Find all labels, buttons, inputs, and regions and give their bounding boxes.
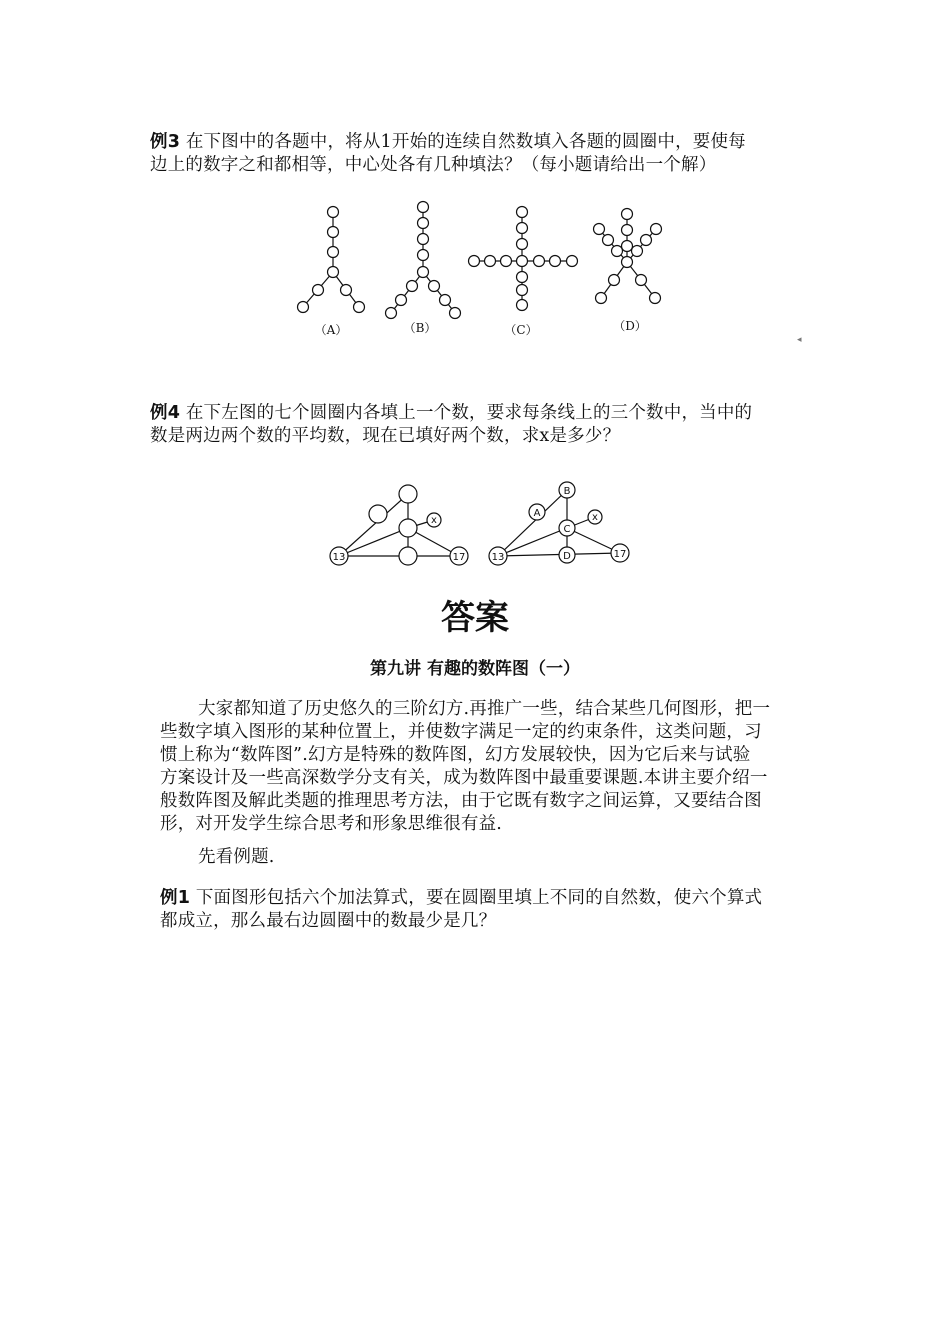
node-b: B: [563, 486, 571, 497]
example4-right-figure: [489, 482, 629, 565]
lecture-title: 第九讲 有趣的数阵图（一）: [370, 659, 580, 679]
intro-line: 形，对开发学生综合思考和形象思维很有益.: [160, 814, 503, 834]
intro-line: 惯上称为“数阵图”.幻方是特殊的数阵图，幻方发展较快，因为它后来与试验: [160, 745, 751, 765]
intro-paragraph: [160, 698, 770, 836]
example1-text: [160, 887, 762, 933]
example4-left-figure: [330, 485, 468, 565]
intro-line: 大家都知道了历史悠久的三阶幻方.再推广一些，结合某些几何图形，把一: [198, 699, 771, 719]
right-number-17: 17: [452, 552, 466, 563]
figure-d-label: （D）: [613, 319, 647, 333]
intro-line: 些数字填入图形的某种位置上，并使数字满足一定的约束条件，这类问题，习: [160, 722, 762, 742]
right-fig-number-17: 17: [613, 549, 627, 560]
unknown-x: x: [431, 515, 437, 526]
intro-line: 方案设计及一些高深数学分支有关，成为数阵图中最重要课题.本讲主要介绍一: [160, 768, 768, 788]
example4-line2: 数是两边两个数的平均数，现在已填好两个数，求x是多少？: [150, 426, 621, 446]
node-d: D: [563, 551, 571, 562]
right-fig-number-13: 13: [491, 552, 505, 563]
example1-line1: 例1 下面图形包括六个加法算式，要在圆圈里填上不同的自然数，使六个算式: [160, 888, 763, 908]
figure-a-label: （A）: [314, 323, 348, 337]
example3-label: 例3: [150, 132, 181, 152]
example3-line2: 边上的数字之和都相等，中心处各有几种填法？（每小题请给出一个解）: [150, 155, 717, 175]
example4-label: 例4: [150, 403, 181, 423]
look-examples: 先看例题.: [198, 847, 275, 867]
left-number-13: 13: [332, 552, 346, 563]
node-a: A: [533, 508, 541, 519]
figure-b-label: （B）: [403, 321, 437, 335]
example1-label: 例1: [160, 888, 191, 908]
example4-line1: 例4 在下左图的七个圆圈内各填上一个数，要求每条线上的三个数中，当中的: [150, 403, 753, 423]
small-mark-icon: ◂: [797, 335, 802, 345]
node-c: C: [563, 524, 571, 535]
right-fig-unknown-x: x: [592, 512, 598, 523]
answer-title: 答案: [441, 598, 509, 638]
example3-line1: 例3 在下图中的各题中，将从1开始的连续自然数填入各题的圆圈中，要使每: [150, 132, 746, 152]
figure-c-label: （C）: [504, 323, 538, 337]
example1-line2: 都成立，那么最右边圆圈中的数最少是几？: [160, 911, 497, 931]
intro-line: 般数阵图及解此类题的推理思考方法，由于它既有数字之间运算，又要结合图: [160, 791, 762, 811]
